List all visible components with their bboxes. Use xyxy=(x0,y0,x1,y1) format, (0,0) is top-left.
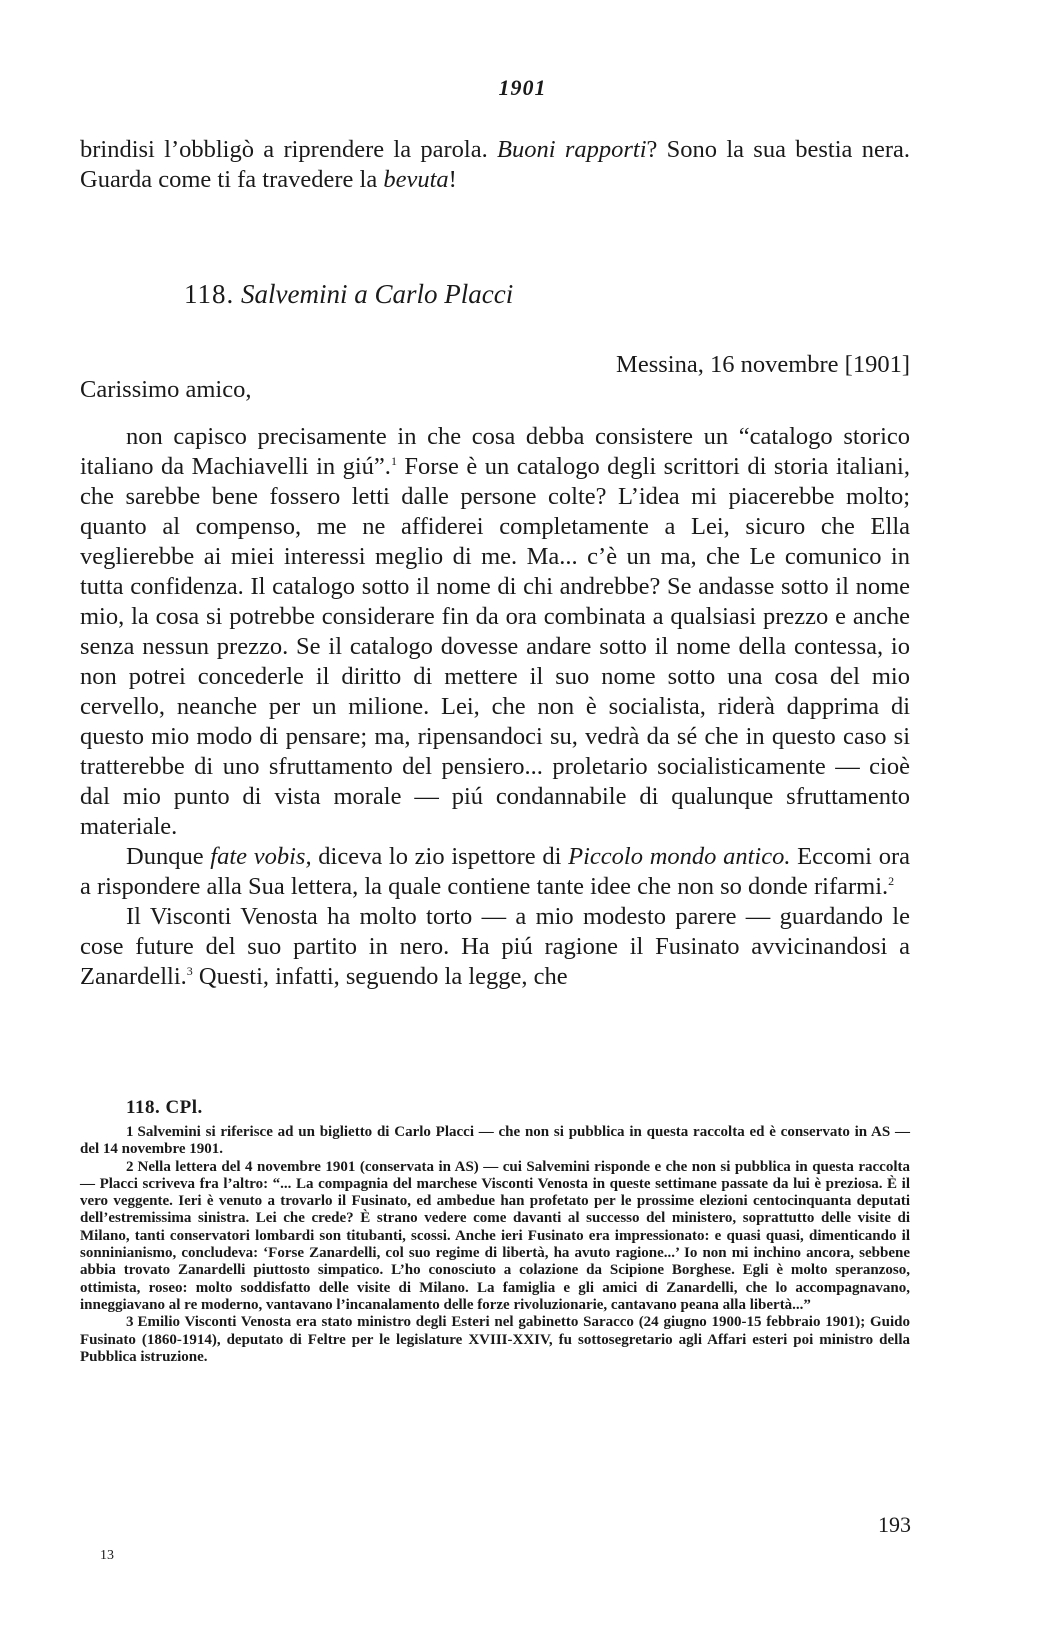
intro-text-2: ? Sono la sua bestia nera. Guarda come ti fa travedere la xyxy=(80,136,910,193)
footnotes-heading: 118. CPl. xyxy=(126,1097,203,1118)
footnote-ref-1: 1 xyxy=(390,454,397,468)
footnote-ref-3: 3 xyxy=(186,964,193,978)
paragraph-2-text-b: diceva lo zio ispettore di xyxy=(311,843,569,870)
footnote-2 xyxy=(80,1159,910,1315)
place-date: Messina, 16 novembre [1901] xyxy=(616,351,910,378)
letter-paragraph-2 xyxy=(80,842,910,902)
intro-text-3: ! xyxy=(448,166,457,193)
paragraph-2-italic-b: Piccolo mondo antico. xyxy=(568,843,791,870)
paragraph-2-text-c: Eccomi ora a rispondere alla Sua lettera, la quale contiene tante idee che non so donde rifarmi. xyxy=(80,843,910,900)
letter-title: Salvemini a Carlo Placci xyxy=(241,279,514,309)
footnote-2-mark: 2 xyxy=(126,1158,134,1175)
intro-paragraph xyxy=(80,135,910,195)
paragraph-3-text-b: Questi, infatti, seguendo la legge, che xyxy=(192,963,568,990)
footnote-1-text: Salvemini si riferisce ad un biglietto di Carlo Placci — che non si pubblica in questa raccolta ed è conservato in AS — del 14 novembre 1901. xyxy=(80,1124,910,1158)
letter-number: 118. xyxy=(184,279,235,309)
letter-heading xyxy=(184,278,513,310)
footnote-1 xyxy=(80,1124,910,1159)
footnotes xyxy=(80,1124,910,1366)
intro-italic-1: Buoni rapporti xyxy=(497,136,647,163)
footnote-ref-2: 2 xyxy=(888,874,895,888)
letter-paragraph-3 xyxy=(80,902,910,992)
footnote-1-mark: 1 xyxy=(126,1124,134,1140)
intro-italic-2: bevuta xyxy=(383,166,449,193)
page-number: 193 xyxy=(878,1512,911,1537)
paragraph-1-text-b: Forse è un catalogo degli scrittori di storia italiani, che sarebbe bene fossero letti dalle persone colte? L’idea mi piacerebbe molto; quanto al compenso, me ne affiderei completamente a Lei, sicuro che Ella veglierebbe ai miei interessi meglio di me. Ma... c’è un ma, che Le comunico in tutta confidenza. Il catalogo sotto il nome di chi andrebbe? Se andasse sotto il nome mio, la cosa si potrebbe considerare fin da ora combinata a qualsiasi prezzo e anche senza nessun prezzo. Se il catalogo dovesse andare sotto il nome della contessa, io non potrei concederle il diritto di mettere il suo nome sotto una cosa del mio cervello, neanche per un milione. Lei, che non è socialista, riderà dapprima di questo mio modo di pensare; ma, ripensandoci su, vedrà da sé che in questo caso si tratterebbe di uno sfruttamento del pensiero... proletario socialisticamente — cioè dal mio punto di vista morale — piú condannabile di qualunque sfruttamento materiale. xyxy=(80,453,910,840)
footnote-3-mark: 3 xyxy=(126,1314,134,1331)
intro-text-1: brindisi l’obbligò a riprendere la parola. xyxy=(80,136,497,163)
paragraph-2-text-a: Dunque xyxy=(126,843,211,870)
paragraph-2-italic-a: fate vobis, xyxy=(210,843,312,870)
letter-paragraph-1 xyxy=(80,422,910,842)
footnote-2-text: Nella lettera del 4 novembre 1901 (conservata in AS) — cui Salvemini risponde e che non si pubblica in questa raccolta — Placci scriveva fra l’altro: “... La compagnia del marchese Visconti Venosta in queste settimane passate da lui è preziosa. È il vero veggente. Ieri è venuto a trovarlo il Fusinato, ed ambedue han profetato per le prossime elezioni centocinquanta deputati dell’estremissima sinistra. Lei che crede? È strano vedere come davanti al successo del ministero, soprattutto delle visite di Milano, tanti conservatori lombardi son titubanti, scossi. Anche ieri Fusinato era impressionato: e quasi quasi, dimenticando il sonninianismo, concludeva: ‘Forse Zanardelli, col suo regime di libertà, ha avuto ragione...’ Io non mi inchino ancora, sebbene abbia trovato Zanardelli piuttosto simpatico. L’ho conosciuto a colazione da Scipione Borghese. Egli è molto speranzoso, ottimista, roseo: molto soddisfatto delle visite di Milano. La famiglia e gli amici di Zanardelli, che lo accompagnavano, inneggiavano al re moderno, vantavano l’incanalamento delle forze rivoluzionarie, cantavano peana alla libertà...” xyxy=(80,1158,910,1313)
footnote-3 xyxy=(80,1314,910,1366)
paragraph-1-text-a: non capisco precisamente in che cosa debba consistere un “catalogo storico italiano da Machiavelli in giú”. xyxy=(80,423,910,480)
letter-body xyxy=(80,422,910,992)
signature-mark: 13 xyxy=(100,1548,114,1563)
salutation: Carissimo amico, xyxy=(80,376,252,403)
running-head: 1901 xyxy=(498,75,547,100)
footnote-3-text: Emilio Visconti Venosta era stato ministro degli Esteri nel gabinetto Saracco (24 giugno 1900-15 febbraio 1901); Guido Fusinato (1860-1914), deputato di Feltre per le legislature XVIII-XXIV, fu sottosegretario agli Affari esteri poi ministro della Pubblica istruzione. xyxy=(80,1314,910,1365)
paragraph-3-text-a: Il Visconti Venosta ha molto torto — a mio modesto parere — guardando le cose future del suo partito in nero. Ha piú ragione il Fusinato avvicinandosi a Zanardelli. xyxy=(80,903,910,990)
